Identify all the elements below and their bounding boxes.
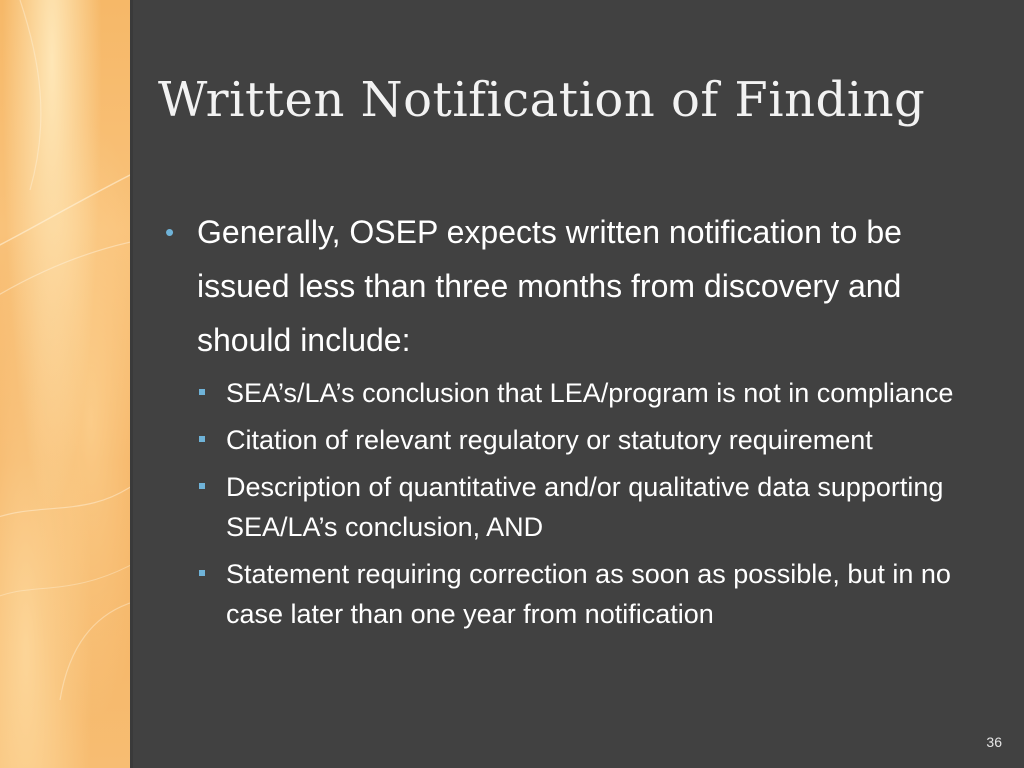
sub-bullet-item [165,467,985,547]
sub-bullet-text: SEA’s/LA’s conclusion that LEA/program is not in compliance [226,378,954,408]
square-bullet-icon [199,389,205,395]
main-bullet-item [165,205,985,367]
square-bullet-icon [199,570,205,576]
square-bullet-icon [199,483,205,489]
sub-bullet-list [165,373,985,634]
slide-body [165,205,985,641]
sub-bullet-text: Description of quantitative and/or qualitative data supporting SEA/LA’s conclusion, AND [226,472,944,542]
sub-bullet-item [165,554,985,634]
sub-bullet-item [165,420,985,460]
main-bullet-text: Generally, OSEP expects written notification to be issued less than three months from discovery and should include: [197,214,902,358]
sub-bullet-text: Statement requiring correction as soon as possible, but in no case later than one year from notification [226,559,951,629]
sub-bullet-text: Citation of relevant regulatory or statutory requirement [226,425,873,455]
page-number: 36 [986,734,1002,750]
slide-title: Written Notification of Finding [158,72,926,128]
round-bullet-icon: • [165,217,175,247]
panel-divider [130,0,133,768]
decorative-swirl-lines [0,0,130,768]
square-bullet-icon [199,436,205,442]
sub-bullet-item [165,373,985,413]
